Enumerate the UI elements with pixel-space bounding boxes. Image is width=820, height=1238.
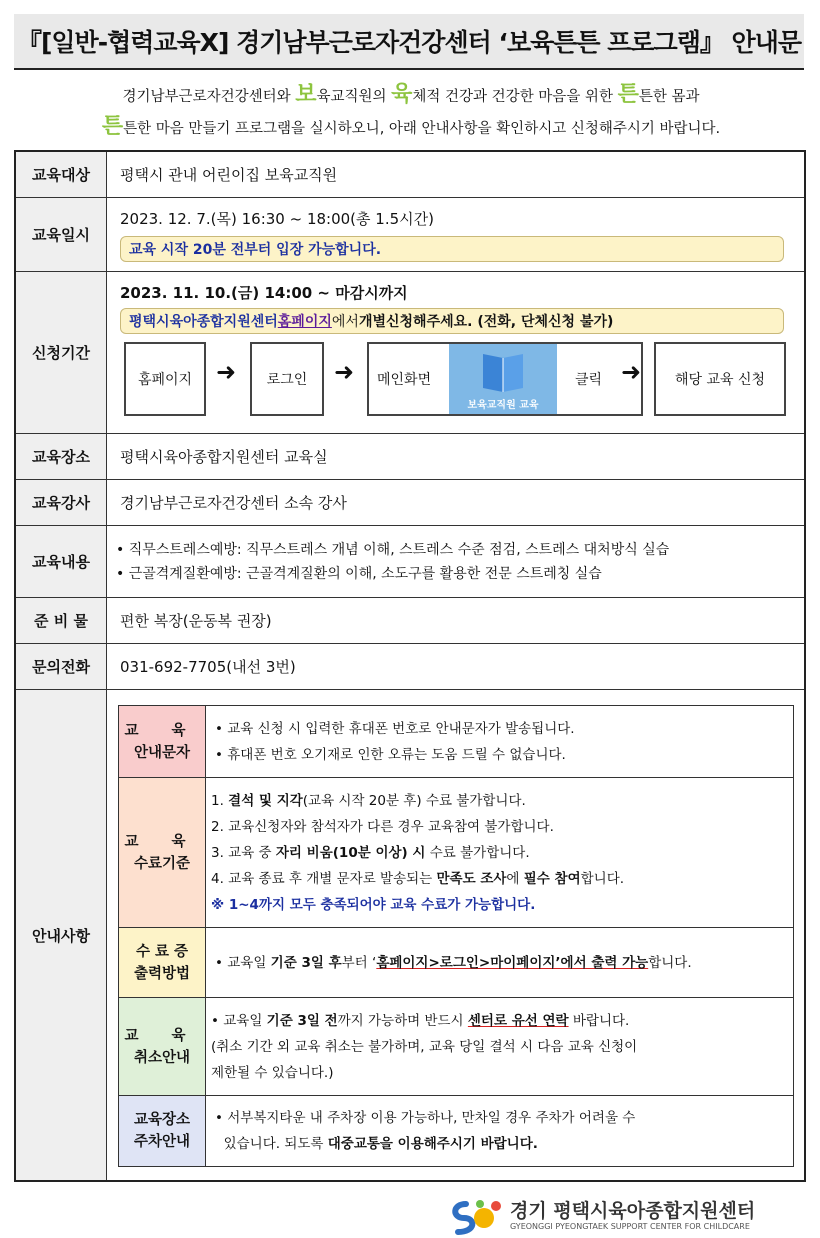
text-part: 까지 가능하며 반드시 [337, 1012, 468, 1029]
notice-cancel [119, 998, 793, 1096]
row-content [16, 526, 804, 598]
label-line: 교 육 [124, 722, 200, 739]
book-button-label: 보육교직원 교육 [467, 400, 539, 411]
label-datetime: 교육일시 [16, 198, 107, 271]
note-datetime: 교육 시작 20분 전부터 입장 가능합니다. [120, 236, 784, 262]
notice-cert-text [215, 928, 787, 997]
text-line: • 서부복지타운 내 주차장 이용 가능하나, 만차일 경우 주차가 어려울 수 [215, 1110, 636, 1126]
label-line: 출력방법 [133, 965, 191, 982]
intro-highlight: 튼 [617, 82, 639, 107]
text-part: 합니다. [648, 954, 692, 971]
flow-step-homepage: 홈페이지 [124, 342, 206, 416]
intro-highlight: 보 [295, 82, 317, 107]
row-contact [16, 644, 804, 690]
notice-parking [119, 1096, 793, 1166]
text-part: 에 [506, 870, 524, 887]
value-place: 평택시육아종합지원센터 교육실 [120, 448, 328, 466]
content-line: • 직무스트레스예방: 직무스트레스 개념 이해, 스트레스 수준 점검, 스트레스 대처방식 실습 [116, 542, 670, 558]
text-line: ※ 1~4까지 모두 충족되어야 교육 수료가 가능합니다. [211, 896, 536, 913]
label-line: 수료기준 [133, 855, 191, 872]
info-table [14, 150, 806, 1182]
text-part: 합니다. [580, 870, 625, 887]
content-line: • 근골격계질환예방: 근골격계질환의 이해, 소도구를 활용한 전문 스트레칭 실습 [116, 566, 602, 582]
label-line: 교 육 [124, 833, 200, 850]
text-part: 시 [412, 844, 426, 861]
text-part: 필수 참여 [523, 870, 581, 887]
flow-step-login: 로그인 [250, 342, 324, 416]
text-part: 대중교통을 이용해주시기 바랍니다. [327, 1136, 538, 1152]
center-name-en: GYEONGGI PYEONGTAEK SUPPORT CENTER FOR CHILDCARE [510, 1222, 750, 1231]
text-line: (취소 기간 외 교육 취소는 불가하며, 교육 당일 결석 시 다음 교육 신청이 [211, 1038, 638, 1055]
center-name: 경기 평택시육아종합지원센터 [510, 1200, 756, 1222]
value-target: 평택시 관내 어린이집 보육교직원 [120, 166, 338, 184]
text-part: 1. [211, 792, 229, 809]
flow-main-label: 메인화면 [377, 372, 432, 388]
notice-complete-text [211, 778, 787, 927]
notice-cert [119, 928, 793, 998]
page-title: 『[일반-협력교육X] 경기남부근로자건강센터 ‘보육튼튼 프로그램』 안내문 [16, 28, 802, 57]
intro-text-part: 체적 건강과 건강한 마음을 위한 [412, 89, 618, 105]
flow-click-label: 클릭 [575, 372, 603, 388]
label-line: 수 료 증 [135, 943, 189, 960]
text-part: 만족도 조사 [436, 870, 507, 887]
title-bar [14, 14, 804, 70]
center-logo-icon [446, 1196, 506, 1236]
row-datetime [16, 198, 804, 272]
row-lecturer [16, 480, 804, 526]
flow-step-apply: 해당 교육 신청 [654, 342, 786, 416]
text-part: 4. 교육 종료 후 개별 문자로 발송되는 [211, 870, 437, 887]
arrow-icon: ➜ [216, 358, 237, 386]
intro-text-part: 튼한 몸과 [638, 89, 700, 105]
label-line: 주차안내 [133, 1134, 191, 1150]
note-part: 개별신청 [358, 314, 414, 330]
text-line: 2. 교육신청자와 참석자가 다른 경우 교육참여 불가합니다. [211, 818, 554, 835]
intro-text-part: 튼한 마음 만들기 프로그램을 실시하오니, 아래 안내사항을 확인하시고 신청해주시기 바랍니다. [123, 121, 721, 137]
text-line: 제한될 수 있습니다.) [211, 1064, 334, 1081]
text-part: 수료 불가합니다. [425, 844, 530, 861]
intro-highlight: 육 [391, 82, 413, 107]
label-target: 교육대상 [16, 152, 107, 197]
notice-cert-label [119, 928, 206, 997]
row-place [16, 434, 804, 480]
intro-text-part: 경기남부근로자건강센터와 [122, 89, 296, 105]
value-content [116, 538, 669, 586]
text-part: 기준 3일 후 [270, 954, 342, 971]
text-part: • 교육일 [211, 1012, 267, 1029]
text-part: • 교육일 [215, 954, 271, 971]
notice-table [118, 705, 794, 1167]
label-line: 교육장소 [133, 1112, 191, 1128]
notice-sms-text [215, 706, 787, 777]
intro-highlight: 튼 [101, 114, 124, 139]
row-prep [16, 598, 804, 644]
notice-cancel-label [119, 998, 206, 1095]
text-part: 결석 및 지각 [228, 792, 303, 809]
value-prep: 편한 복장(운동복 권장) [120, 612, 272, 630]
footer-logo [446, 1196, 806, 1236]
label-prep: 준 비 물 [16, 598, 107, 643]
label-apply: 신청기간 [16, 272, 107, 433]
text-line: • 교육 신청 시 입력한 휴대폰 번호로 안내문자가 발송됩니다. [215, 720, 575, 737]
label-line: 안내문자 [133, 744, 191, 761]
value-datetime: 2023. 12. 7.(목) 16:30 ~ 18:00(총 1.5시간) [120, 210, 434, 228]
arrow-icon: ➜ [334, 358, 355, 386]
notice-complete [119, 778, 793, 928]
label-notice: 안내사항 [16, 690, 107, 1180]
notice-cancel-text [211, 998, 787, 1095]
arrow-icon: ➜ [621, 358, 642, 386]
text-part: 있습니다. 되도록 [215, 1136, 328, 1152]
text-part: (10분 이상) [332, 844, 413, 861]
text-part: 바랍니다. [568, 1012, 630, 1029]
label-lecturer: 교육강사 [16, 480, 107, 525]
childcare-staff-education-button[interactable] [449, 344, 557, 414]
note-apply [120, 308, 784, 334]
notice-complete-label [119, 778, 206, 927]
note-part: 에서 [331, 314, 359, 330]
text-part: 센터로 유선 연락 [467, 1012, 569, 1029]
label-line: 교 육 [124, 1027, 200, 1044]
text-part: 자리 비움 [275, 844, 333, 861]
text-part: 홈페이지>로그인>마이페이지’에서 출력 가능 [376, 954, 649, 971]
homepage-link[interactable]: 홈페이지 [277, 314, 332, 330]
value-apply: 2023. 11. 10.(금) 14:00 ~ 마감시까지 [120, 284, 408, 302]
value-contact: 031-692-7705(내선 3번) [120, 658, 296, 676]
notice-parking-label [119, 1096, 206, 1166]
label-contact: 문의전화 [16, 644, 107, 689]
label-place: 교육장소 [16, 434, 107, 479]
label-line: 취소안내 [133, 1049, 191, 1066]
text-part: 부터 ‘ [341, 954, 377, 971]
value-lecturer: 경기남부근로자건강센터 소속 강사 [120, 494, 347, 512]
text-part: 기준 3일 전 [266, 1012, 338, 1029]
note-part: 해주세요. (전화, 단체신청 불가) [413, 314, 614, 330]
notice-sms [119, 706, 793, 778]
row-target [16, 152, 804, 198]
text-part: 3. 교육 중 [211, 844, 276, 861]
intro-text [18, 80, 804, 144]
notice-sms-label [119, 706, 206, 777]
text-line: • 휴대폰 번호 오기재로 인한 오류는 도움 드릴 수 없습니다. [215, 746, 566, 763]
label-content: 교육내용 [16, 526, 107, 597]
text-part: (교육 시작 20분 후) 수료 불가합니다. [302, 792, 526, 809]
intro-text-part: 육교직원의 [316, 89, 392, 105]
notice-parking-text [215, 1096, 787, 1166]
note-part: 평택시육아종합지원센터 [129, 314, 278, 330]
